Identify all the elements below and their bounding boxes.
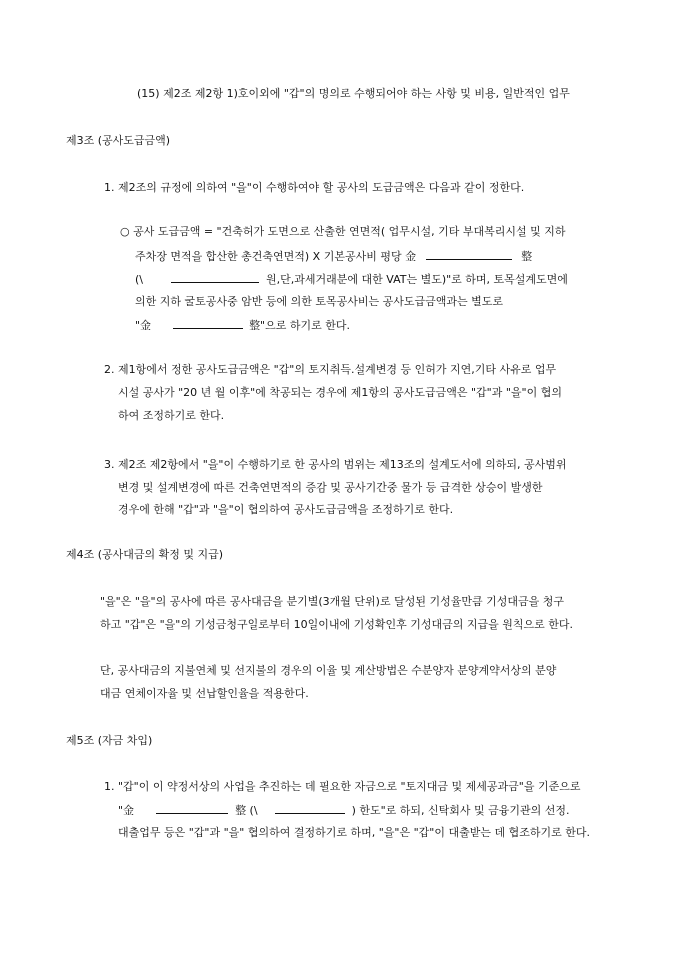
amount-blank-1 [426,249,512,260]
article-3-para-3-line-2: 변경 및 설계변경에 따른 건축연면적의 증감 및 공사기간중 물가 등 급격한 상승이 발생한 [118,481,543,494]
article-3-bullet-line-4: 의한 지하 굴토공사중 암반 등에 의한 토목공사비는 공사도급금액과는 별도로 [135,295,504,308]
article-3-bullet-line-2 [135,249,532,264]
article-3-bullet-line-3 [135,272,568,287]
bullet-line-3-prefix: (\ [135,273,143,286]
amount-blank-4 [156,803,228,814]
bullet-line-5-prefix: "金 [135,319,152,332]
article-3-bullet-line-1: ○ 공사 도급금액 = "건축허가 도면으로 산출한 연면적( 업무시설, 기타 부대복리시설 및 지하 [120,225,566,238]
article-5-para-1-line-2 [118,803,570,818]
article-5-heading: 제5조 (자금 차입) [66,734,153,747]
article-5-para-1-line-1: 1. "갑"이 이 약정서상의 사업을 추진하는 데 필요한 자금으로 "토지대금 및 제세공과금"을 기준으로 [104,780,581,793]
article-3-para-1: 1. 제2조의 규정에 의하여 "을"이 수행하여야 할 공사의 도급금액은 다음과 같이 정한다. [104,181,525,194]
article-3-bullet-line-5 [135,318,350,333]
bullet-line-2-text: 주차장 면적을 합산한 총건축연면적) X 기본공사비 평당 金 [135,250,417,263]
article-3-para-3-line-3: 경우에 한해 "갑"과 "을"이 협의하여 공사도급금액을 조정하기로 한다. [118,503,454,516]
bullet-line-3-text: 원,단,과세거래분에 대한 VAT는 별도)"로 하며, 토목설계도면에 [266,273,568,286]
article-4-para-2-line-1: 단, 공사대금의 지불연체 및 선지불의 경우의 이율 및 계산방법은 수분양자 분양계약서상의 분양 [100,664,557,677]
article-3-para-3-line-1: 3. 제2조 제2항에서 "을"이 수행하기로 한 공사의 범위는 제13조의 설계도서에 의하되, 공사범위 [104,458,567,471]
article-3-heading: 제3조 (공사도급금액) [66,134,171,147]
article-3-para-2-line-1: 2. 제1항에서 정한 공사도급금액은 "갑"의 토지취득.설계변경 등 인허가 지연,기타 사유로 업무 [104,363,557,376]
para-1-line-2-suffix: ) 한도"로 하되, 신탁회사 및 금융기관의 선정. [351,804,570,817]
article-3-para-2-line-2: 시설 공사가 "20 년 월 이후"에 착공되는 경우에 제1항의 공사도급금액은 "갑"과 "을"이 협의 [118,386,562,399]
article-4-para-2-line-2: 대금 연체이자율 및 선납할인율을 적용한다. [100,687,309,700]
para-1-line-2-mid: 整 (\ [235,804,258,817]
para-1-line-2-prefix: "金 [118,804,135,817]
amount-blank-3 [173,318,243,329]
article-4-para-1-line-2: 하고 "갑"은 "을"의 기성금청구일로부터 10일이내에 기성확인후 기성대금의 지급을 원칙으로 한다. [100,618,573,631]
amount-blank-2 [171,272,259,283]
bullet-line-2-suffix: 整 [521,250,533,263]
top-line: (15) 제2조 제2항 1)호이외에 "갑"의 명의로 수행되어야 하는 사항 및 비용, 일반적인 업무 [137,87,570,100]
article-5-para-1-line-3: 대출업무 등은 "갑"과 "을" 협의하여 결정하기로 하며, "을"은 "갑"이 대출받는 데 협조하기로 한다. [118,826,590,839]
amount-blank-5 [275,803,345,814]
article-4-para-1-line-1: "을"은 "을"의 공사에 따른 공사대금을 분기별(3개월 단위)로 달성된 기성율만큼 기성대금을 청구 [100,595,564,608]
bullet-line-5-text: 整"으로 하기로 한다. [249,319,350,332]
article-3-para-2-line-3: 하여 조정하기로 한다. [118,409,225,422]
article-4-heading: 제4조 (공사대금의 확정 및 지급) [66,548,224,561]
